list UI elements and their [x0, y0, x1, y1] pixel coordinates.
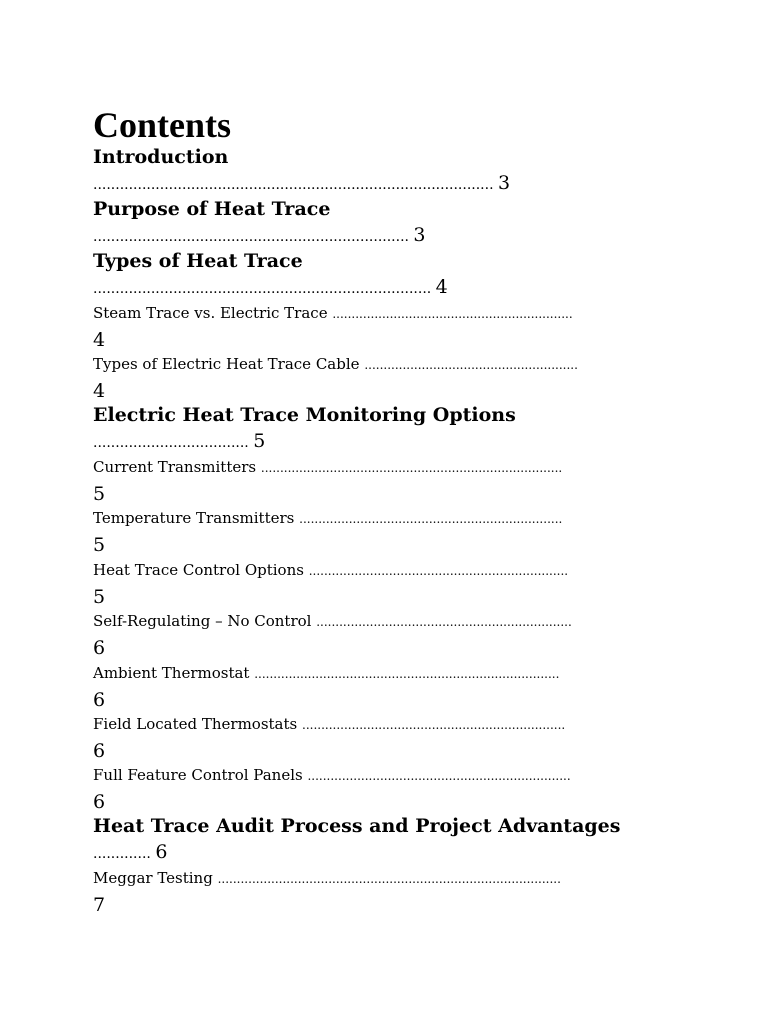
toc-page-number: 6 — [93, 637, 106, 659]
toc-dot-leader: ..................................................................... — [299, 512, 563, 526]
toc-entry-types[interactable] — [93, 248, 448, 302]
toc-page-number: 4 — [93, 329, 106, 351]
toc-entry-monitoring-options[interactable] — [93, 402, 516, 456]
toc-entry-label: Types of Electric Heat Trace Cable — [93, 355, 360, 373]
toc-entry-ambient-thermostat[interactable] — [93, 660, 559, 713]
toc-entry-label: Ambient Thermostat — [93, 664, 250, 682]
toc-dot-leader: ..................................................................... — [302, 718, 566, 732]
contents-title: Contents — [93, 105, 232, 145]
toc-entry-line — [93, 762, 571, 789]
toc-dot-leader: ................................................................................ — [254, 667, 560, 681]
toc-entry-label: Self-Regulating – No Control — [93, 612, 312, 630]
toc-page-number: 6 — [93, 791, 106, 813]
toc-entry-leader — [93, 274, 448, 302]
toc-entry-leader — [93, 170, 510, 198]
toc-page-number: 6 — [155, 841, 168, 863]
toc-entry-line — [93, 557, 568, 584]
toc-entry-label: Electric Heat Trace Monitoring Options — [93, 404, 516, 426]
toc-entry-label: Temperature Transmitters — [93, 509, 295, 527]
toc-page-number: 7 — [93, 894, 106, 916]
toc-dot-leader: ........................................................ — [364, 358, 578, 372]
toc-page-number: 5 — [93, 586, 106, 608]
toc-page-number: 5 — [93, 534, 106, 556]
toc-entry-self-regulating[interactable] — [93, 608, 572, 661]
toc-page-number: 5 — [253, 430, 266, 452]
toc-dot-leader: .................................................................... — [308, 564, 569, 578]
toc-entry-temperature-transmitters[interactable] — [93, 505, 562, 558]
toc-entry-meggar-testing[interactable] — [93, 865, 561, 918]
toc-page-number: 6 — [93, 689, 106, 711]
toc-entry-label: Steam Trace vs. Electric Trace — [93, 304, 328, 322]
toc-dot-leader: ............................................................................ — [93, 281, 432, 297]
toc-page-number: 3 — [413, 224, 426, 246]
toc-entry-label: Meggar Testing — [93, 869, 213, 887]
toc-entry-leader — [93, 839, 620, 867]
toc-entry-cable-types[interactable] — [93, 351, 578, 404]
toc-entry-line — [93, 454, 562, 481]
toc-dot-leader: ............. — [93, 846, 151, 862]
toc-entry-steam-vs-electric[interactable] — [93, 300, 573, 353]
toc-entry-line — [93, 351, 578, 378]
toc-entry-label: Heat Trace Control Options — [93, 561, 304, 579]
toc-entry-control-options[interactable] — [93, 557, 568, 610]
toc-entry-label: Purpose of Heat Trace — [93, 198, 331, 220]
toc-entry-label: Full Feature Control Panels — [93, 766, 303, 784]
toc-dot-leader: ................................................................... — [316, 615, 572, 629]
toc-page-number: 4 — [435, 276, 448, 298]
toc-entry-label: Current Transmitters — [93, 458, 257, 476]
toc-dot-leader: ................................... — [93, 435, 249, 451]
toc-entry-label: Heat Trace Audit Process and Project Advantages — [93, 815, 621, 837]
toc-dot-leader: .......................................................................................... — [93, 177, 494, 193]
toc-entry-leader — [93, 428, 516, 456]
toc-entry-line — [93, 865, 561, 892]
toc-dot-leader: .......................................................................................... — [217, 872, 561, 886]
toc-entry-current-transmitters[interactable] — [93, 454, 562, 507]
toc-page-number: 5 — [93, 483, 106, 505]
toc-dot-leader: ....................................................................... — [93, 229, 409, 245]
toc-entry-control-panels[interactable] — [93, 762, 571, 815]
toc-entry-label: Types of Heat Trace — [93, 250, 303, 272]
toc-page-number: 4 — [93, 380, 106, 402]
toc-dot-leader: ..................................................................... — [307, 769, 571, 783]
toc-dot-leader: ............................................................... — [332, 307, 573, 321]
toc-page-number: 6 — [93, 740, 106, 762]
toc-entry-purpose[interactable] — [93, 196, 426, 250]
toc-entry-line — [93, 660, 559, 687]
toc-dot-leader: ............................................................................... — [260, 461, 563, 475]
toc-entry-line — [93, 505, 562, 532]
toc-entry-line — [93, 300, 573, 327]
toc-entry-label: Field Located Thermostats — [93, 715, 298, 733]
toc-entry-line — [93, 711, 565, 738]
toc-entry-label: Introduction — [93, 146, 229, 168]
toc-entry-audit-process[interactable] — [93, 813, 620, 867]
toc-page-number: 3 — [497, 172, 511, 194]
toc-entry-field-thermostats[interactable] — [93, 711, 565, 764]
toc-entry-introduction[interactable] — [93, 144, 510, 198]
toc-entry-line — [93, 608, 572, 635]
toc-entry-leader — [93, 222, 426, 250]
